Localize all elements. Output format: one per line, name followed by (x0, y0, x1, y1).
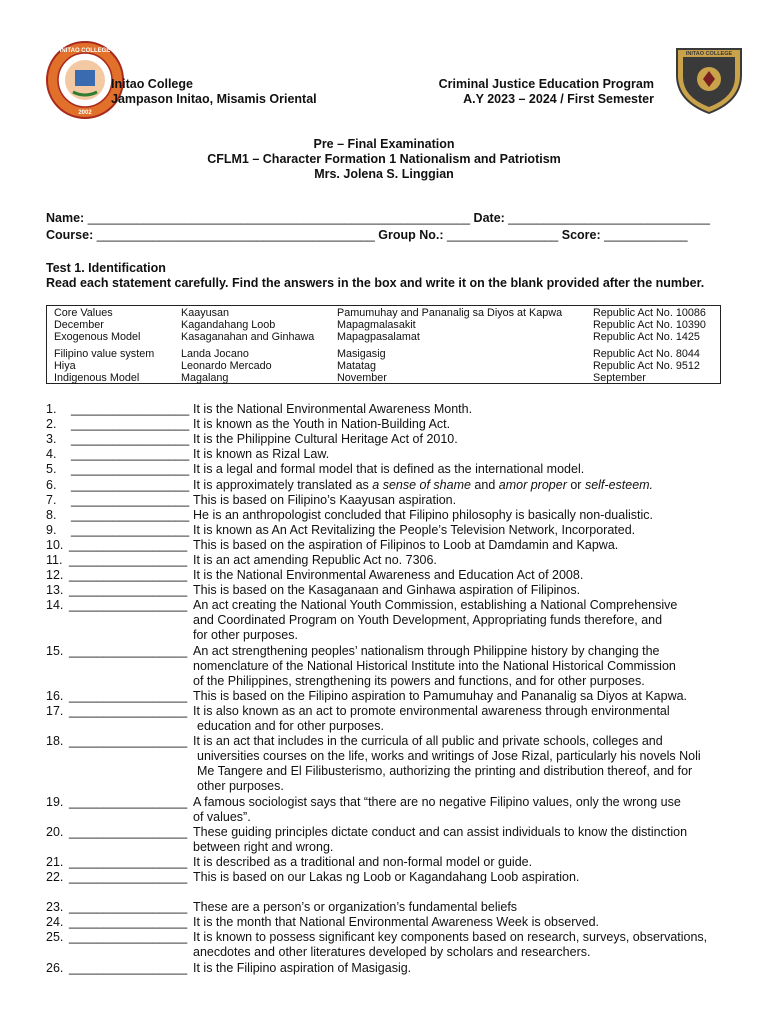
svg-text:2002: 2002 (78, 110, 92, 116)
question-number: 23. (46, 900, 64, 915)
answer-blank[interactable]: _________________ (69, 553, 188, 567)
answer-blank[interactable]: _________________ (71, 492, 190, 507)
question-text: It is an act amending Republic Act no. 7306. (193, 553, 437, 567)
answer-blank[interactable]: _________________ (69, 704, 188, 718)
score-field[interactable]: ____________ (604, 228, 688, 242)
question-text: between right and wrong. (193, 839, 334, 854)
answer-blank[interactable]: _________________ (69, 643, 188, 658)
word-box-item: Exogenous Model (54, 331, 141, 343)
name-date-row (46, 211, 710, 225)
question-text: It is an act that includes in the curricula of all public and private schools, colleges and (193, 734, 663, 749)
group-field[interactable]: ________________ (447, 228, 559, 242)
question-text: He is an anthropologist concluded that Filipino philosophy is basically non-dualistic. (193, 507, 653, 522)
word-box-item: Pamumuhay and Pananalig sa Diyos at Kapwa (337, 307, 563, 319)
question-text: and Coordinated Program on Youth Development, Appropriating funds therefore, and (193, 613, 663, 628)
word-box-item: Landa Jocano (181, 348, 249, 360)
question-text: It is known to possess significant key components based on research, surveys, observations, (193, 930, 708, 945)
course-group-score-row (46, 228, 688, 242)
school-name: Initao College (111, 77, 193, 91)
answer-word-box (46, 305, 721, 384)
question-number: 7. (46, 492, 57, 507)
answer-blank[interactable]: _________________ (69, 855, 188, 869)
question-text: of values”. (193, 809, 251, 824)
svg-text:INITAO COLLEGE: INITAO COLLEGE (685, 51, 733, 57)
answer-blank[interactable]: _________________ (69, 930, 188, 945)
answer-blank[interactable]: _________________ (69, 568, 188, 583)
question-number: 14. (46, 598, 64, 613)
question-number: 20. (46, 824, 64, 839)
word-box-item: September (593, 372, 646, 384)
question-number: 6. (46, 477, 57, 492)
date-field[interactable]: _____________________________ (508, 211, 710, 225)
question-number: 2. (46, 417, 57, 432)
question-number: 15. (46, 643, 64, 658)
word-box-item: Republic Act No. 10390 (593, 319, 706, 331)
svg-text:INITAO COLLEGE: INITAO COLLEGE (59, 48, 111, 54)
question-text: These are a person’s or organization’s fundamental beliefs (193, 900, 518, 915)
word-box-item: Republic Act No. 10086 (593, 307, 706, 319)
instructor-name: Mrs. Jolena S. Linggian (314, 167, 454, 181)
question-text: anecdotes and other literatures developed by scholars and researchers. (193, 945, 591, 960)
question-number: 21. (46, 855, 64, 869)
question-number: 12. (46, 568, 64, 583)
question-number: 22. (46, 870, 64, 885)
question-text: This is based on the Filipino aspiration to Pamumuhay and Pananalig sa Diyos at Kapwa. (193, 688, 688, 703)
answer-blank[interactable]: _________________ (69, 915, 188, 930)
answer-blank[interactable]: _________________ (69, 598, 188, 613)
question-text: It is the month that National Environmental Awareness Week is observed. (193, 915, 599, 930)
word-box-item: Indigenous Model (54, 372, 140, 384)
question-number: 5. (46, 462, 57, 477)
answer-blank[interactable]: _________________ (69, 900, 188, 915)
answer-blank[interactable]: _________________ (71, 447, 190, 462)
answer-blank[interactable]: _________________ (69, 734, 188, 749)
name-label: Name: (46, 211, 85, 225)
answer-blank[interactable]: _________________ (69, 688, 188, 703)
question-text: It is a legal and formal model that is defined as the international model. (193, 462, 585, 477)
date-label: Date: (473, 211, 505, 225)
answer-blank[interactable]: _________________ (71, 507, 190, 522)
school-address: Jampason Initao, Misamis Oriental (111, 92, 317, 106)
question-text: It is known as An Act Revitalizing the People’s Television Network, Incorporated. (193, 522, 636, 537)
score-label: Score: (561, 228, 601, 242)
question-text: nomenclature of the National Historical Institute into the National Historical Commission (193, 658, 676, 673)
question-text: It is the Philippine Cultural Heritage Act of 2010. (193, 432, 458, 447)
question-number: 4. (46, 447, 57, 462)
question-text: of the Philippines, strengthening its powers and functions, and for other purposes. (193, 673, 645, 688)
question-text: This is based on Filipino’s Kaayusan aspiration. (193, 492, 457, 507)
word-box-item: Magalang (181, 372, 229, 384)
question-text: for other purposes. (193, 628, 298, 643)
course-title: CFLM1 – Character Formation 1 Nationalism and Patriotism (207, 152, 561, 166)
question-text: universities courses on the life, works and writings of Jose Rizal, particularly his novels Noli (197, 749, 701, 764)
answer-blank[interactable]: _________________ (69, 870, 188, 885)
answer-blank[interactable]: _________________ (69, 537, 188, 552)
question-text: This is based on our Lakas ng Loob or Kagandahang Loob aspiration. (193, 870, 580, 885)
group-label: Group No.: (378, 228, 444, 242)
word-box-item: Mapagmalasakit (337, 319, 416, 331)
questions-list (46, 402, 746, 982)
word-box-item: Kaayusan (181, 307, 230, 319)
word-box-item: December (54, 319, 104, 331)
question-number: 11. (46, 553, 63, 567)
question-number: 1. (46, 402, 57, 416)
word-box-item: Kagandahang Loob (181, 319, 276, 331)
question-text: This is based on the aspiration of Filipinos to Loob at Damdamin and Kapwa. (193, 537, 619, 552)
course-field[interactable]: ________________________________________ (96, 228, 375, 242)
test-title: Test 1. Identification (46, 261, 166, 275)
word-box-item: Masigasig (337, 348, 386, 360)
question-number: 9. (46, 522, 57, 537)
word-box-item: Core Values (54, 307, 113, 319)
question-text: It is the National Environmental Awareness Month. (193, 402, 473, 416)
word-box-item: Leonardo Mercado (181, 360, 272, 372)
question-number: 10. (46, 537, 64, 552)
answer-blank[interactable]: _________________ (71, 402, 190, 416)
question-number: 16. (46, 688, 64, 703)
question-number: 19. (46, 794, 64, 809)
question-text: It is also known as an act to promote environmental awareness through environmental (193, 704, 670, 718)
answer-blank[interactable]: _________________ (69, 583, 188, 598)
answer-blank[interactable]: _________________ (71, 432, 190, 447)
word-box-item: Republic Act No. 8044 (593, 348, 700, 360)
course-label: Course: (46, 228, 94, 242)
answer-blank[interactable]: _________________ (69, 824, 188, 839)
answer-blank[interactable]: _________________ (69, 960, 188, 975)
word-box-item: Hiya (54, 360, 76, 372)
word-box-item: November (337, 372, 387, 384)
program-shield-logo (673, 45, 745, 115)
academic-year: A.Y 2023 – 2024 / First Semester (463, 92, 654, 106)
question-number: 18. (46, 734, 64, 749)
word-box-item: Matatag (337, 360, 377, 372)
question-text: other purposes. (197, 779, 284, 794)
question-text: This is based on the Kasaganaan and Ginhawa aspiration of Filipinos. (193, 583, 581, 598)
word-box-item: Republic Act No. 9512 (593, 360, 700, 372)
name-field[interactable]: _______________________________________________________ (87, 211, 471, 225)
word-box-item: Filipino value system (54, 348, 155, 360)
question-text: A famous sociologist says that “there are no negative Filipino values, only the wrong use (193, 794, 681, 809)
question-text: It is the National Environmental Awareness and Education Act of 2008. (193, 568, 584, 583)
answer-blank[interactable]: _________________ (71, 522, 190, 537)
question-text: Me Tangere and El Filibusterismo, authorizing the printing and distribution thereof, and for (197, 764, 693, 779)
question-text: It is approximately translated as a sense of shame and amor proper or self-esteem. (193, 477, 654, 492)
question-number: 24. (46, 915, 64, 930)
question-number: 25. (46, 930, 64, 945)
answer-blank[interactable]: _________________ (71, 462, 190, 477)
question-text: An act creating the National Youth Commission, establishing a National Comprehensive (193, 598, 678, 613)
question-text: An act strengthening peoples’ nationalism through Philippine history by changing the (193, 643, 660, 658)
question-text: It is the Filipino aspiration of Masigasig. (193, 960, 412, 975)
question-text: education and for other purposes. (197, 719, 384, 734)
word-box-item: Kasaganahan and Ginhawa (181, 331, 315, 343)
word-box-item: Republic Act No. 1425 (593, 331, 700, 343)
question-number: 3. (46, 432, 57, 447)
question-text: These guiding principles dictate conduct and can assist individuals to know the distinction (193, 824, 688, 839)
program-name: Criminal Justice Education Program (438, 77, 654, 91)
answer-blank[interactable]: _________________ (71, 477, 190, 492)
question-number: 17. (46, 704, 64, 718)
question-text: It is described as a traditional and non-formal model or guide. (193, 855, 533, 869)
question-number: 8. (46, 507, 57, 522)
exam-title: Pre – Final Examination (313, 137, 455, 151)
question-number: 13. (46, 583, 64, 598)
question-text: It is known as Rizal Law. (193, 447, 330, 462)
question-number: 26. (46, 960, 64, 975)
answer-blank[interactable]: _________________ (69, 794, 188, 809)
test-instruction: Read each statement carefully. Find the answers in the box and write it on the blank provided after the number. (46, 276, 705, 290)
answer-blank[interactable]: _________________ (71, 417, 190, 432)
question-text: It is known as the Youth in Nation-Building Act. (193, 417, 451, 432)
word-box-item: Mapagpasalamat (337, 331, 420, 343)
